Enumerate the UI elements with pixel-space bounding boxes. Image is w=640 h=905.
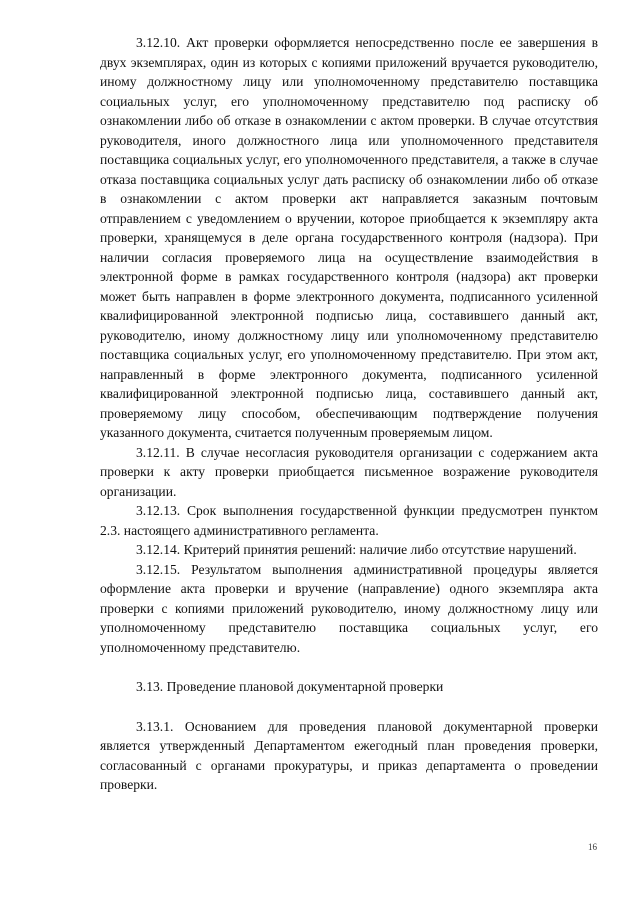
section-heading: 3.13. Проведение плановой документарной проверки: [136, 679, 444, 694]
paragraph-3-12-14: 3.12.14. Критерий принятия решений: наличие либо отсутствие нарушений.: [136, 542, 577, 557]
paragraph-3-12-11: 3.12.11. В случае несогласия руководителя организации с содержанием акта проверки к акту проверки приобщается письменное возражение руководителя организации.: [100, 444, 598, 499]
page-body: [100, 33, 598, 795]
paragraph-3-13-1: 3.13.1. Основанием для проведения плановой документарной проверки является утвержденный Департаментом ежегодный план проведения проверки, согласованный с органами прокуратуры, и приказ департамента о проведении проверки.: [100, 718, 598, 792]
paragraph-3-12-13: 3.12.13. Срок выполнения государственной функции предусмотрен пунктом 2.3. настоящего административного регламента.: [100, 503, 598, 538]
page-number: 16: [588, 842, 597, 852]
paragraph-3-12-15: 3.12.15. Результатом выполнения административной процедуры является оформление акта проверки и вручение (направление) одного экземпляра акта проверки с копиями приложений руководителю, иному должностному лицу или уполномоченному представителю поставщика социальных услуг, его уполномоченному представителю.: [100, 561, 598, 655]
paragraph-3-12-10: 3.12.10. Акт проверки оформляется непосредственно после ее завершения в двух экземплярах, один из которых с копиями приложений вручается руководителю, иному должностному лицу или уполномоченному представителю поставщика социальных услуг, его уполномоченному представителю под расписку об ознакомлении либо об отказе в ознакомлении с актом проверки. В случае отсутствия руководителя, иного должностного лица или уполномоченного представителя поставщика социальных услуг, его уполномоченного представителя, а также в случае отказа поставщика социальных услуг дать расписку об ознакомлении либо об отказе в ознакомлении с актом проверки акт направляется заказным почтовым отправлением с уведомлением о вручении, которое приобщается к экземпляру акта проверки, хранящемуся в деле органа государственного контроля (надзора). При наличии согласия проверяемого лица на осуществление взаимодействия в электронной форме в рамках государственного контроля (надзора) акт проверки может быть направлен в форме электронного документа, подписанного усиленной квалифицированной электронной подписью лица, составившего данный акт, руководителю, иному должностному лицу или уполномоченному представителю поставщика социальных услуг, его уполномоченному представителю. При этом акт, направленный в форме электронного документа, подписанного усиленной квалифицированной электронной подписью лица, составившего данный акт, проверяемому лицу способом, обеспечивающим подтверждение получения указанного документа, считается полученным проверяемым лицом.: [100, 35, 598, 440]
